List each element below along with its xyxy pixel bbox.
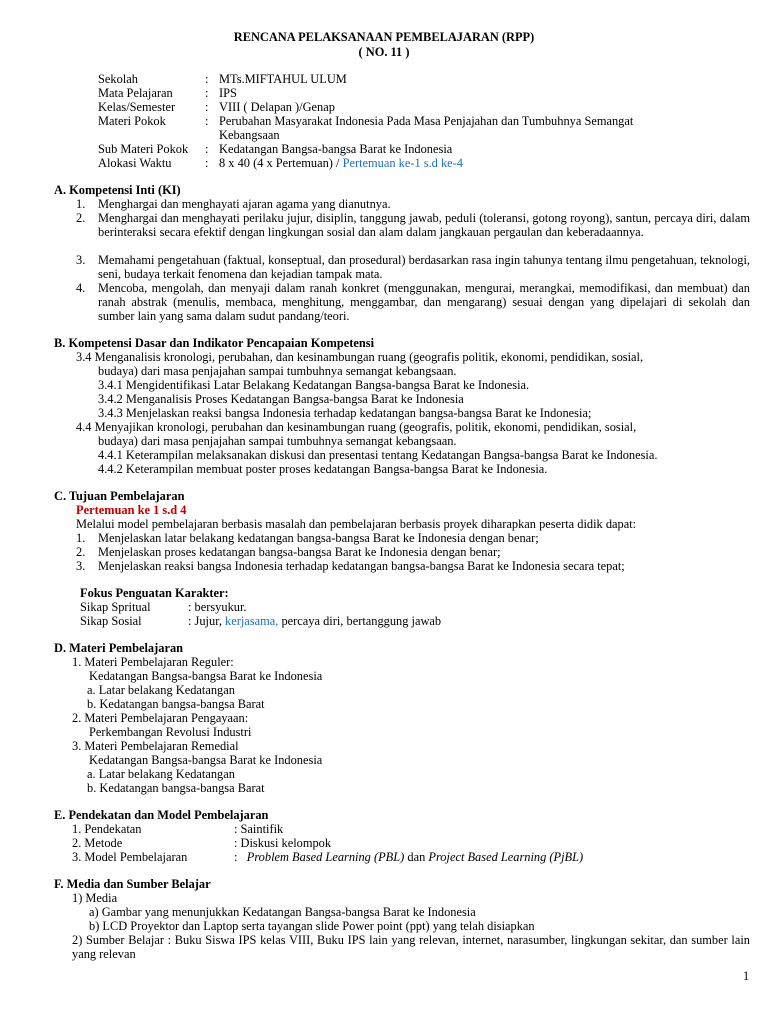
- model-value: [234, 850, 583, 864]
- tujuan-item: Menjelaskan latar belakang kedatangan bangsa-bangsa Barat ke Indonesia dengan benar;: [98, 531, 539, 545]
- mapel-label: Mata Pelajaran: [98, 86, 173, 100]
- section-e-heading: E. Pendekatan dan Model Pembelajaran: [54, 808, 269, 822]
- colon: :: [205, 72, 209, 86]
- tujuan-item: Menjelaskan reaksi bangsa Indonesia terhadap kedatangan bangsa-bangsa Barat ke Indonesia secara tepat;: [98, 559, 625, 573]
- colon: :: [205, 114, 209, 128]
- tujuan-item: Menjelaskan proses kedatangan bangsa-bangsa Barat ke Indonesia dengan benar;: [98, 545, 501, 559]
- model-colon: :: [234, 850, 238, 864]
- ki-item: Menghargai dan menghayati ajaran agama yang dianutnya.: [98, 197, 391, 211]
- indicator-3-4-3: 3.4.3 Menjelaskan reaksi bangsa Indonesia terhadap kedatangan bangsa-bangsa Barat ke Indonesia;: [98, 406, 592, 420]
- materi-remedial: 3. Materi Pembelajaran Remedial: [72, 739, 239, 753]
- ki-num: 3.: [76, 253, 86, 267]
- colon: :: [205, 156, 209, 170]
- model-pjbl: Project Based Learning (PjBL): [428, 850, 584, 864]
- section-b-heading: B. Kompetensi Dasar dan Indikator Pencapaian Kompetensi: [54, 336, 375, 350]
- ki-item: Mencoba, mengolah, dan menyaji dalam ranah konkret (menggunakan, mengurai, merangkai, memodifikasi, dan membuat) dan ranah abstrak (menulis, membaca, menghitung, menggambar, dan mengarang) sesuai dengan yang dipelajari di sekolah dan sumber lain yang sama dalam sudut pandang/teori.: [98, 281, 750, 323]
- pertemuan-label: Pertemuan ke 1 s.d 4: [76, 503, 187, 517]
- metode-value: : Diskusi kelompok: [234, 836, 332, 850]
- materi-value: Perubahan Masyarakat Indonesia Pada Masa Penjajahan dan Tumbuhnya Semangat: [219, 114, 634, 128]
- fokus-heading: Fokus Penguatan Karakter:: [80, 586, 229, 600]
- materi-reguler-a: a. Latar belakang Kedatangan: [87, 683, 235, 697]
- section-f-heading: F. Media dan Sumber Belajar: [54, 877, 211, 891]
- materi-reguler: 1. Materi Pembelajaran Reguler:: [72, 655, 234, 669]
- alokasi-text: 8 x 40 (4 x Pertemuan) /: [219, 156, 340, 170]
- kd-4-4-cont: budaya) dari masa penjajahan sampai tumbuhnya semangat kebangsaan.: [98, 434, 457, 448]
- colon: :: [205, 100, 209, 114]
- sikap-sosial-label: Sikap Sosial: [80, 614, 142, 628]
- tujuan-num: 1.: [76, 531, 86, 545]
- pendekatan-value: : Saintifik: [234, 822, 284, 836]
- media-heading: 1) Media: [72, 891, 118, 905]
- alokasi-label: Alokasi Waktu: [98, 156, 172, 170]
- sosial-text-1: : Jujur,: [188, 614, 222, 628]
- kd-4-4: 4.4 Menyajikan kronologi, perubahan dan kesinambungan ruang (geografis, politik, ekonomi, pendidikan, sosial,: [76, 420, 637, 434]
- materi-reguler-topic: Kedatangan Bangsa-bangsa Barat ke Indonesia: [89, 669, 323, 683]
- metode-label: 2. Metode: [72, 836, 123, 850]
- indicator-4-4-2: 4.4.2 Keterampilan membuat poster proses kedatangan Bangsa-bangsa Barat ke Indonesia.: [98, 462, 548, 476]
- colon: :: [205, 142, 209, 156]
- indicator-4-4-1: 4.4.1 Keterampilan melaksanakan diskusi dan presentasi tentang Kedatangan Bangsa-bangsa Barat ke Indonesia.: [98, 448, 658, 462]
- materi-reguler-b: b. Kedatangan bangsa-bangsa Barat: [87, 697, 265, 711]
- sekolah-value: MTs.MIFTAHUL ULUM: [219, 72, 347, 86]
- alokasi-link[interactable]: Pertemuan ke-1 s.d ke-4: [342, 156, 463, 170]
- ki-num: 4.: [76, 281, 86, 295]
- sikap-sosial-value: [188, 614, 441, 628]
- tujuan-intro: Melalui model pembelajaran berbasis masalah dan pembelajaran berbasis proyek diharapkan peserta didik dapat:: [76, 517, 637, 531]
- section-c-heading: C. Tujuan Pembelajaran: [54, 489, 185, 503]
- ki-num: 1.: [76, 197, 86, 211]
- sumber-belajar: 2) Sumber Belajar : Buku Siswa IPS kelas VIII, Buku IPS lain yang relevan, internet, narasumber, lingkungan sekitar, dan sumber lain yang relevan: [72, 933, 750, 961]
- sosial-text-3: percaya diri, bertanggung jawab: [281, 614, 442, 628]
- materi-pengayaan-topic: Perkembangan Revolusi Industri: [89, 725, 252, 739]
- ki-item: Menghargai dan menghayati perilaku jujur, disiplin, tanggung jawab, peduli (toleransi, gotong royong), santun, percaya diri, dalam berinteraksi secara efektif dengan lingkungan sosial dan alam dalam jangkauan pergaulan dan keberadaannya.: [98, 211, 750, 239]
- indicator-3-4-1: 3.4.1 Mengidentifikasi Latar Belakang Kedatangan Bangsa-bangsa Barat ke Indonesia.: [98, 378, 530, 392]
- model-label: 3. Model Pembelajaran: [72, 850, 188, 864]
- ki-num: 2.: [76, 211, 86, 225]
- tujuan-num: 3.: [76, 559, 86, 573]
- page-number: 1: [743, 969, 750, 983]
- sub-materi-value: Kedatangan Bangsa-bangsa Barat ke Indonesia: [219, 142, 453, 156]
- kd-3-4: 3.4 Menganalisis kronologi, perubahan, dan kesinambungan ruang (geografis politik, ekonomi, pendidikan, sosial,: [76, 350, 644, 364]
- section-d-heading: D. Materi Pembelajaran: [54, 641, 184, 655]
- kd-3-4-cont: budaya) dari masa penjajahan sampai tumbuhnya semangat kebangsaan.: [98, 364, 457, 378]
- tujuan-num: 2.: [76, 545, 86, 559]
- indicator-3-4-2: 3.4.2 Menganalisis Proses Kedatangan Bangsa-bangsa Barat ke Indonesia: [98, 392, 464, 406]
- materi-remedial-b: b. Kedatangan bangsa-bangsa Barat: [87, 781, 265, 795]
- sekolah-label: Sekolah: [98, 72, 138, 86]
- sikap-spritual-value: : bersyukur.: [188, 600, 247, 614]
- ki-item: Memahami pengetahuan (faktual, konseptual, dan prosedural) berdasarkan rasa ingin tahunya tentang ilmu pengetahuan, teknologi, seni, budaya terkait fenomena dan kejadian tampak mata.: [98, 253, 750, 281]
- sub-materi-label: Sub Materi Pokok: [98, 142, 189, 156]
- model-pbl: Problem Based Learning (PBL): [246, 850, 405, 864]
- materi-value-cont: Kebangsaan: [219, 128, 280, 142]
- kerjasama-link[interactable]: kerjasama,: [225, 614, 279, 628]
- media-a: a) Gambar yang menunjukkan Kedatangan Bangsa-bangsa Barat ke Indonesia: [89, 905, 476, 919]
- alokasi-value: [219, 156, 463, 170]
- pendekatan-label: 1. Pendekatan: [72, 822, 142, 836]
- model-and: dan: [407, 850, 426, 864]
- mapel-value: IPS: [219, 86, 237, 100]
- materi-pengayaan: 2. Materi Pembelajaran Pengayaan:: [72, 711, 249, 725]
- kelas-value: VIII ( Delapan )/Genap: [219, 100, 335, 114]
- materi-remedial-a: a. Latar belakang Kedatangan: [87, 767, 235, 781]
- sikap-spritual-label: Sikap Spritual: [80, 600, 151, 614]
- materi-remedial-topic: Kedatangan Bangsa-bangsa Barat ke Indonesia: [89, 753, 323, 767]
- section-a-heading: A. Kompetensi Inti (KI): [54, 183, 181, 197]
- materi-label: Materi Pokok: [98, 114, 166, 128]
- media-b: b) LCD Proyektor dan Laptop serta tayangan slide Power point (ppt) yang telah disiapkan: [89, 919, 535, 933]
- document-number: ( NO. 11 ): [358, 45, 410, 59]
- kelas-label: Kelas/Semester: [98, 100, 176, 114]
- document-title: RENCANA PELAKSANAAN PEMBELAJARAN (RPP): [233, 30, 535, 44]
- colon: :: [205, 86, 209, 100]
